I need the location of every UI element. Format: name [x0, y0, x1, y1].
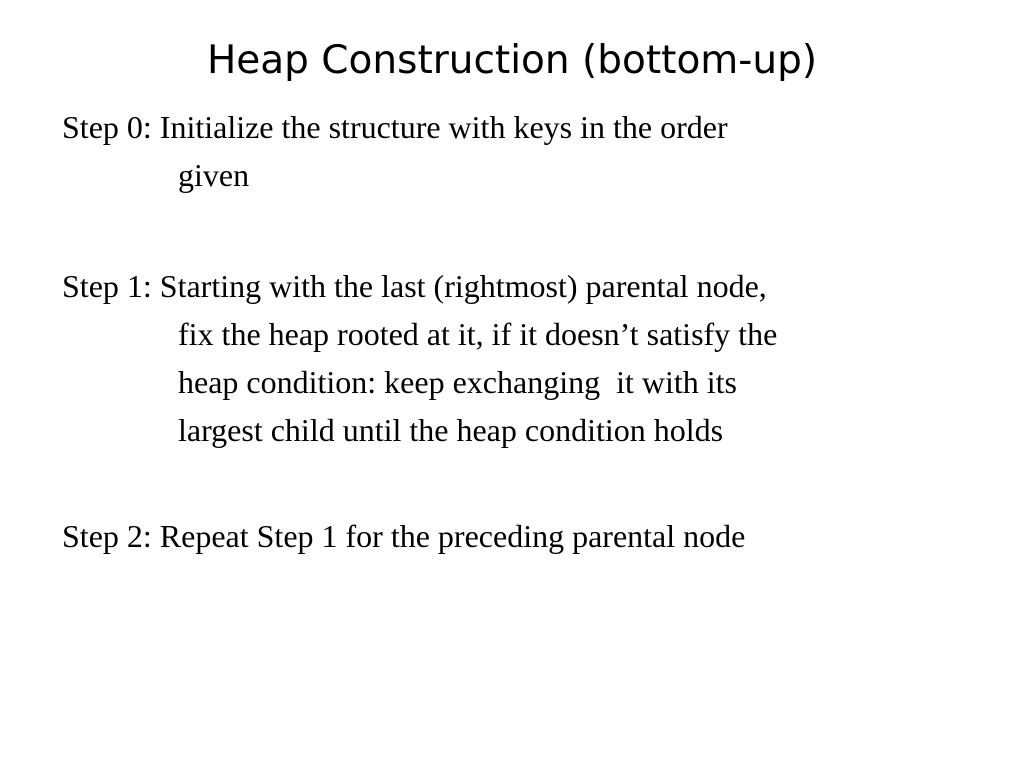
step-0-line-1: Step 0: Initialize the structure with keys in the order — [62, 109, 728, 145]
step-1-line-3: heap condition: keep exchanging it with its — [178, 364, 737, 400]
step-1-line-4: largest child until the heap condition holds — [178, 412, 724, 448]
step-0-paragraph — [62, 103, 992, 199]
slide-title: Heap Construction (bottom-up) — [206, 38, 818, 83]
step-2-line-1: Step 2: Repeat Step 1 for the preceding parental node — [62, 518, 746, 554]
step-2-paragraph — [62, 512, 992, 560]
step-1-line-2: fix the heap rooted at it, if it doesn’t satisfy the — [178, 316, 778, 352]
step-1-line-1: Step 1: Starting with the last (rightmost) parental node, — [62, 268, 767, 304]
step-0-line-2: given — [178, 157, 250, 193]
step-1-paragraph — [62, 262, 992, 454]
